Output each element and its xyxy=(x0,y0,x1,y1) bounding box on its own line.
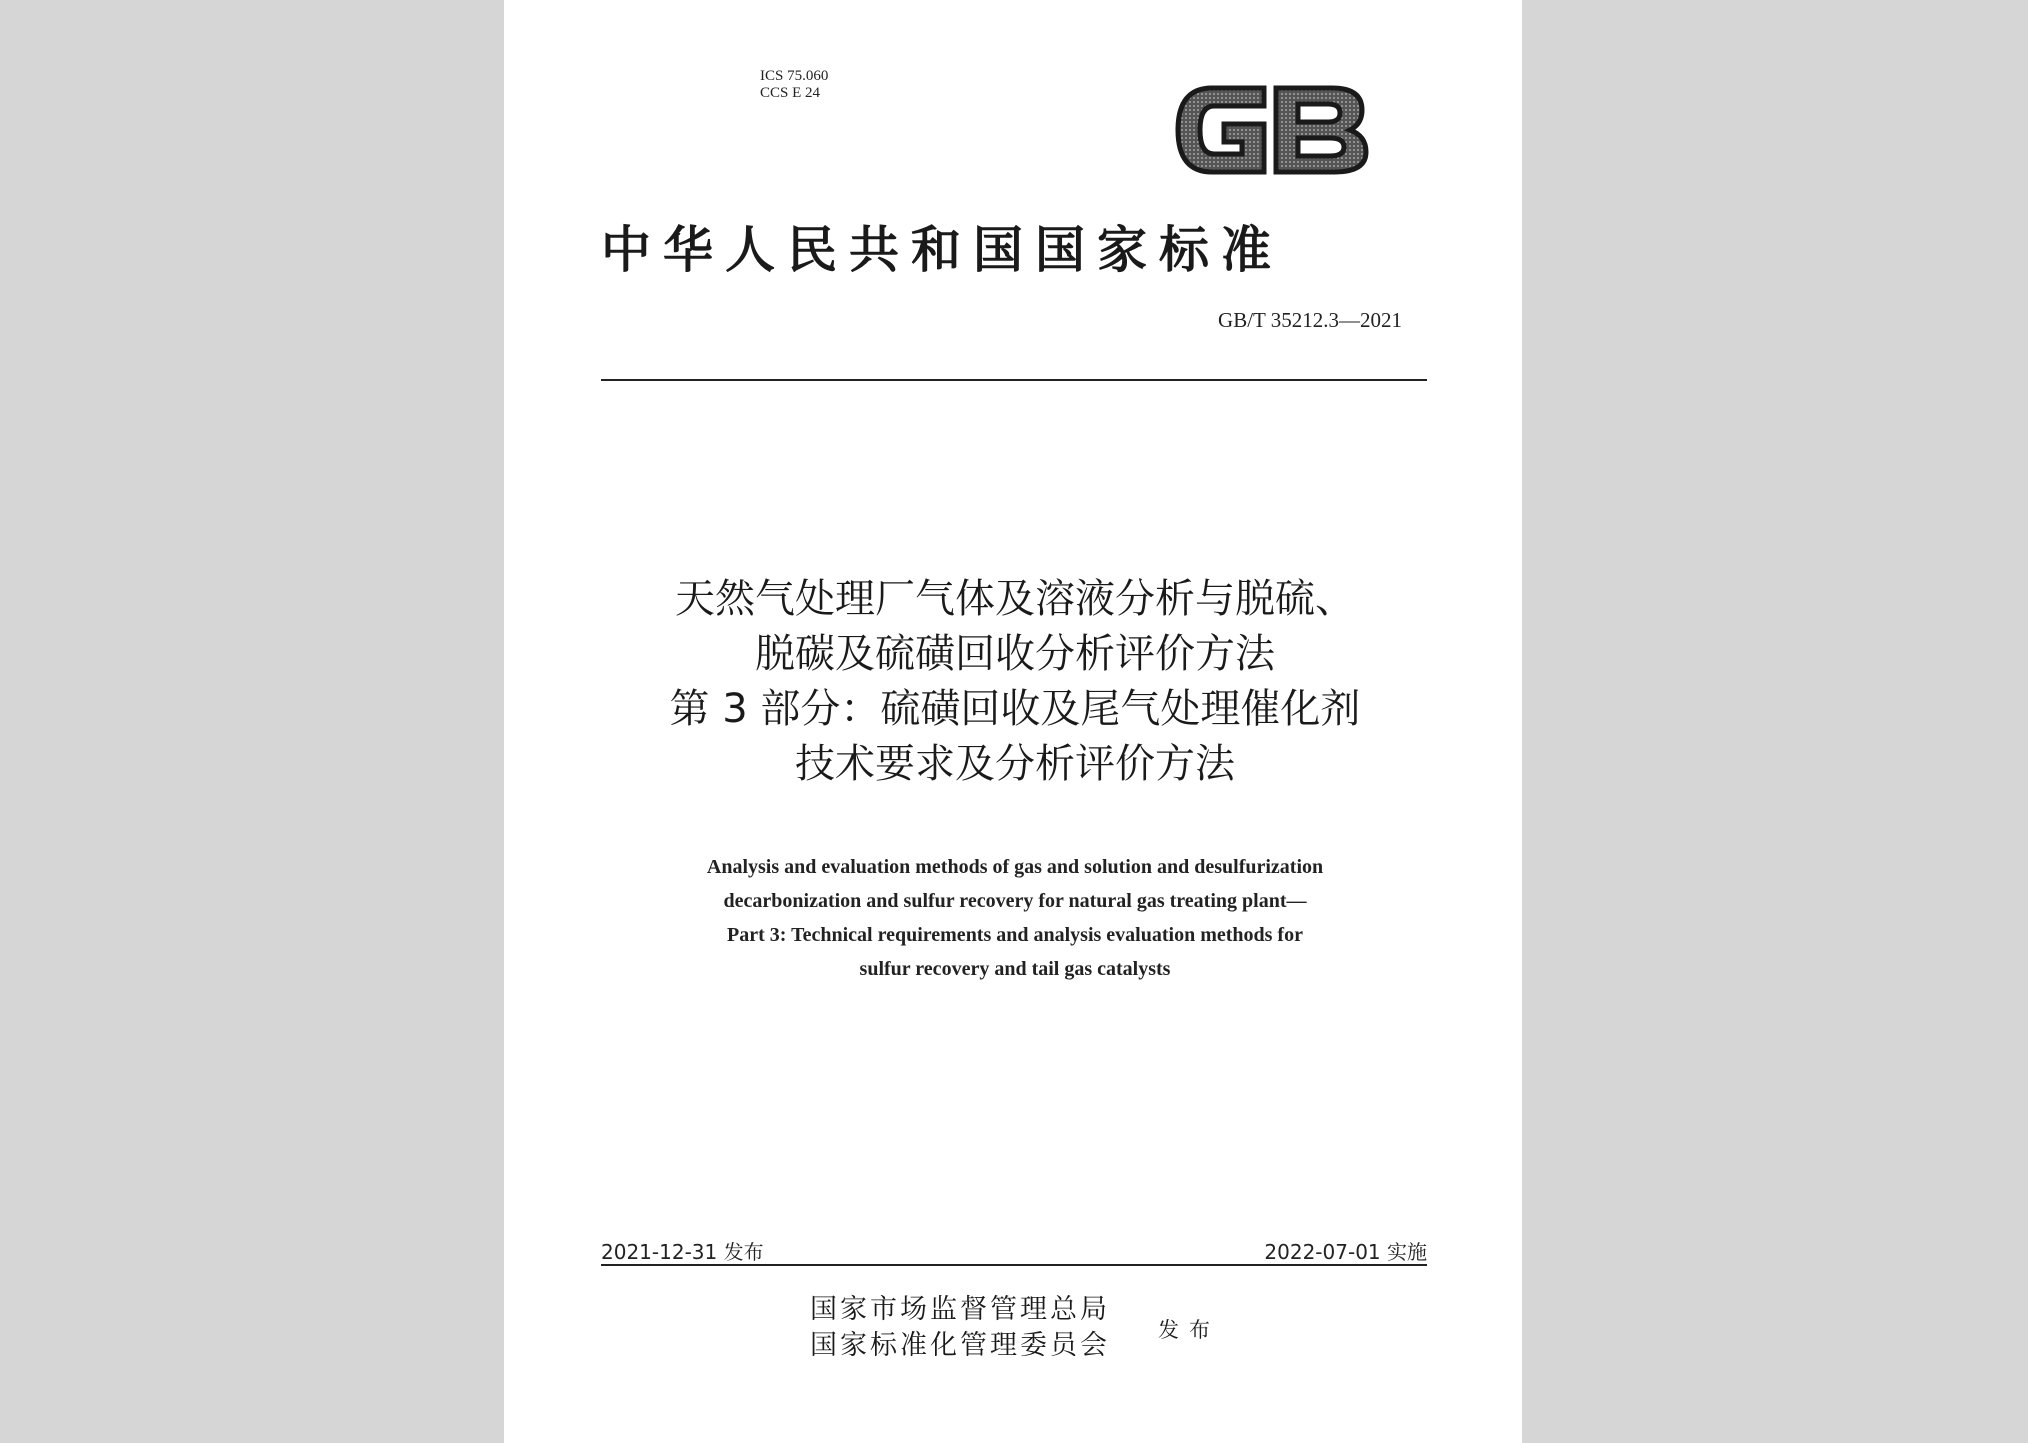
issuer-line: 国家标准化管理委员会 xyxy=(810,1330,1110,1361)
english-title-line: decarbonization and sulfur recovery for natural gas treating plant— xyxy=(723,890,1307,912)
english-title-line: Analysis and evaluation methods of gas and solution and desulfurization xyxy=(706,856,1324,878)
issuer-line: 国家市场监督管理总局 xyxy=(810,1294,1110,1325)
chinese-title-line: 天然气处理厂气体及溶液分析与脱硫、 xyxy=(675,576,1355,622)
publish-date: 2021-12-31 发布 xyxy=(601,1240,764,1264)
gb-logo xyxy=(1172,80,1372,180)
chinese-title-line: 脱碳及硫磺回收分析评价方法 xyxy=(755,631,1275,677)
english-title-line: sulfur recovery and tail gas catalysts xyxy=(859,958,1171,980)
chinese-title-line: 第 3 部分：硫磺回收及尾气处理催化剂 xyxy=(669,686,1361,732)
header-divider xyxy=(601,379,1427,381)
english-title-line: Part 3: Technical requirements and analysis evaluation methods for xyxy=(727,924,1303,946)
chinese-title-line: 技术要求及分析评价方法 xyxy=(795,741,1235,787)
issuing-authorities xyxy=(810,1292,1110,1364)
effective-date: 2022-07-01 实施 xyxy=(1264,1240,1427,1264)
ccs-code: CCS E 24 xyxy=(760,85,821,101)
footer-divider xyxy=(601,1264,1427,1266)
standard-number: GB/T 35212.3—2021 xyxy=(1218,308,1402,332)
chinese-title xyxy=(560,572,1470,792)
classification-codes xyxy=(760,68,828,102)
english-title xyxy=(560,850,1470,986)
issue-label: 发布 xyxy=(1158,1318,1220,1342)
national-standard-title: 中华人民共和国国家标准 xyxy=(601,220,1283,279)
ics-code: ICS 75.060 xyxy=(760,68,829,84)
